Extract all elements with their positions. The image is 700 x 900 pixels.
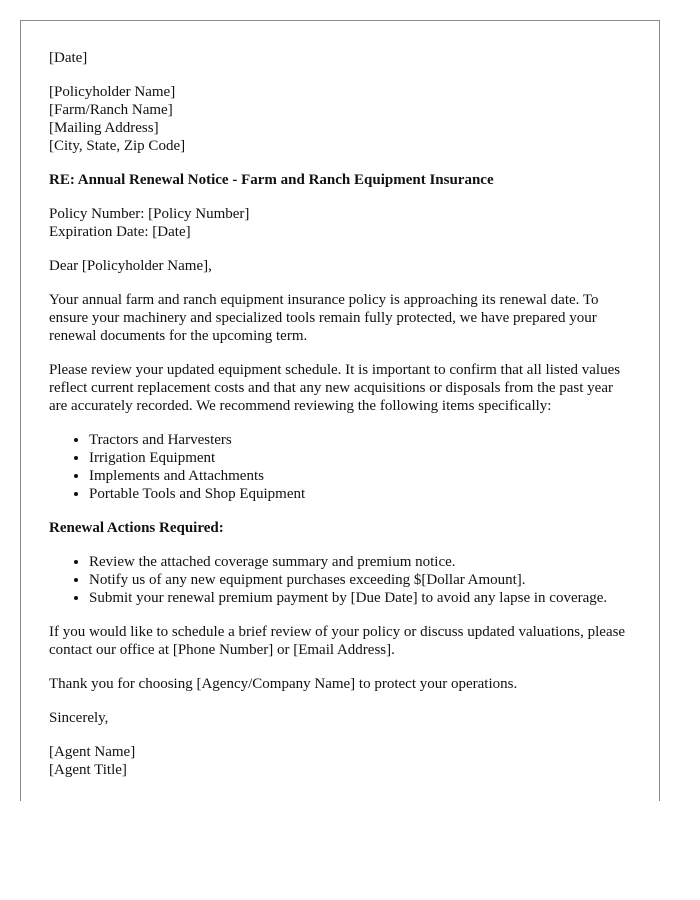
letter-page [20, 20, 660, 801]
contact-paragraph: If you would like to schedule a brief review of your policy or discuss updated valuations, please contact our office at [Phone Number] or [Email Address]. [49, 624, 626, 658]
actions-heading: Renewal Actions Required: [49, 520, 224, 536]
list-item: • Submit your renewal premium payment by [Due Date] to avoid any lapse in coverage. [89, 589, 634, 607]
thanks-paragraph: Thank you for choosing [Agency/Company Name] to protect your operations. [49, 676, 518, 692]
agent-name: [Agent Name] [49, 744, 136, 760]
subject-line: RE: Annual Renewal Notice - Farm and Ranch Equipment Insurance [49, 172, 494, 188]
expiration-date: Expiration Date: [Date] [49, 224, 191, 240]
letter-body [49, 49, 634, 795]
agent-title: [Agent Title] [49, 762, 127, 778]
actions-list [49, 553, 634, 607]
intro-paragraph: Your annual farm and ranch equipment insurance policy is approaching its renewal date. To ensure your machinery and specialized tools remain fully protected, we have prepared your renewal documents for the upcoming term. [49, 292, 599, 344]
recipient-block [49, 83, 634, 155]
list-item: • Review the attached coverage summary and premium notice. [89, 553, 634, 571]
salutation: Dear [Policyholder Name], [49, 258, 212, 274]
policy-info [49, 205, 634, 241]
recipient-farm: [Farm/Ranch Name] [49, 102, 173, 118]
list-item: • Irrigation Equipment [89, 449, 634, 467]
list-item: • Portable Tools and Shop Equipment [89, 485, 634, 503]
list-item: • Implements and Attachments [89, 467, 634, 485]
policy-number: Policy Number: [Policy Number] [49, 206, 250, 222]
equipment-list [49, 431, 634, 503]
closing: Sincerely, [49, 710, 109, 726]
list-item: • Tractors and Harvesters [89, 431, 634, 449]
letter-date: [Date] [49, 50, 88, 66]
signature-block [49, 743, 634, 779]
review-paragraph: Please review your updated equipment schedule. It is important to confirm that all listed values reflect current replacement costs and that any new acquisitions or disposals from the past year are accurately recorded. We recommend reviewing the following items specifically: [49, 362, 621, 414]
recipient-name: [Policyholder Name] [49, 84, 176, 100]
recipient-address: [Mailing Address] [49, 120, 159, 136]
list-item: • Notify us of any new equipment purchases exceeding $[Dollar Amount]. [89, 571, 634, 589]
recipient-city: [City, State, Zip Code] [49, 138, 186, 154]
